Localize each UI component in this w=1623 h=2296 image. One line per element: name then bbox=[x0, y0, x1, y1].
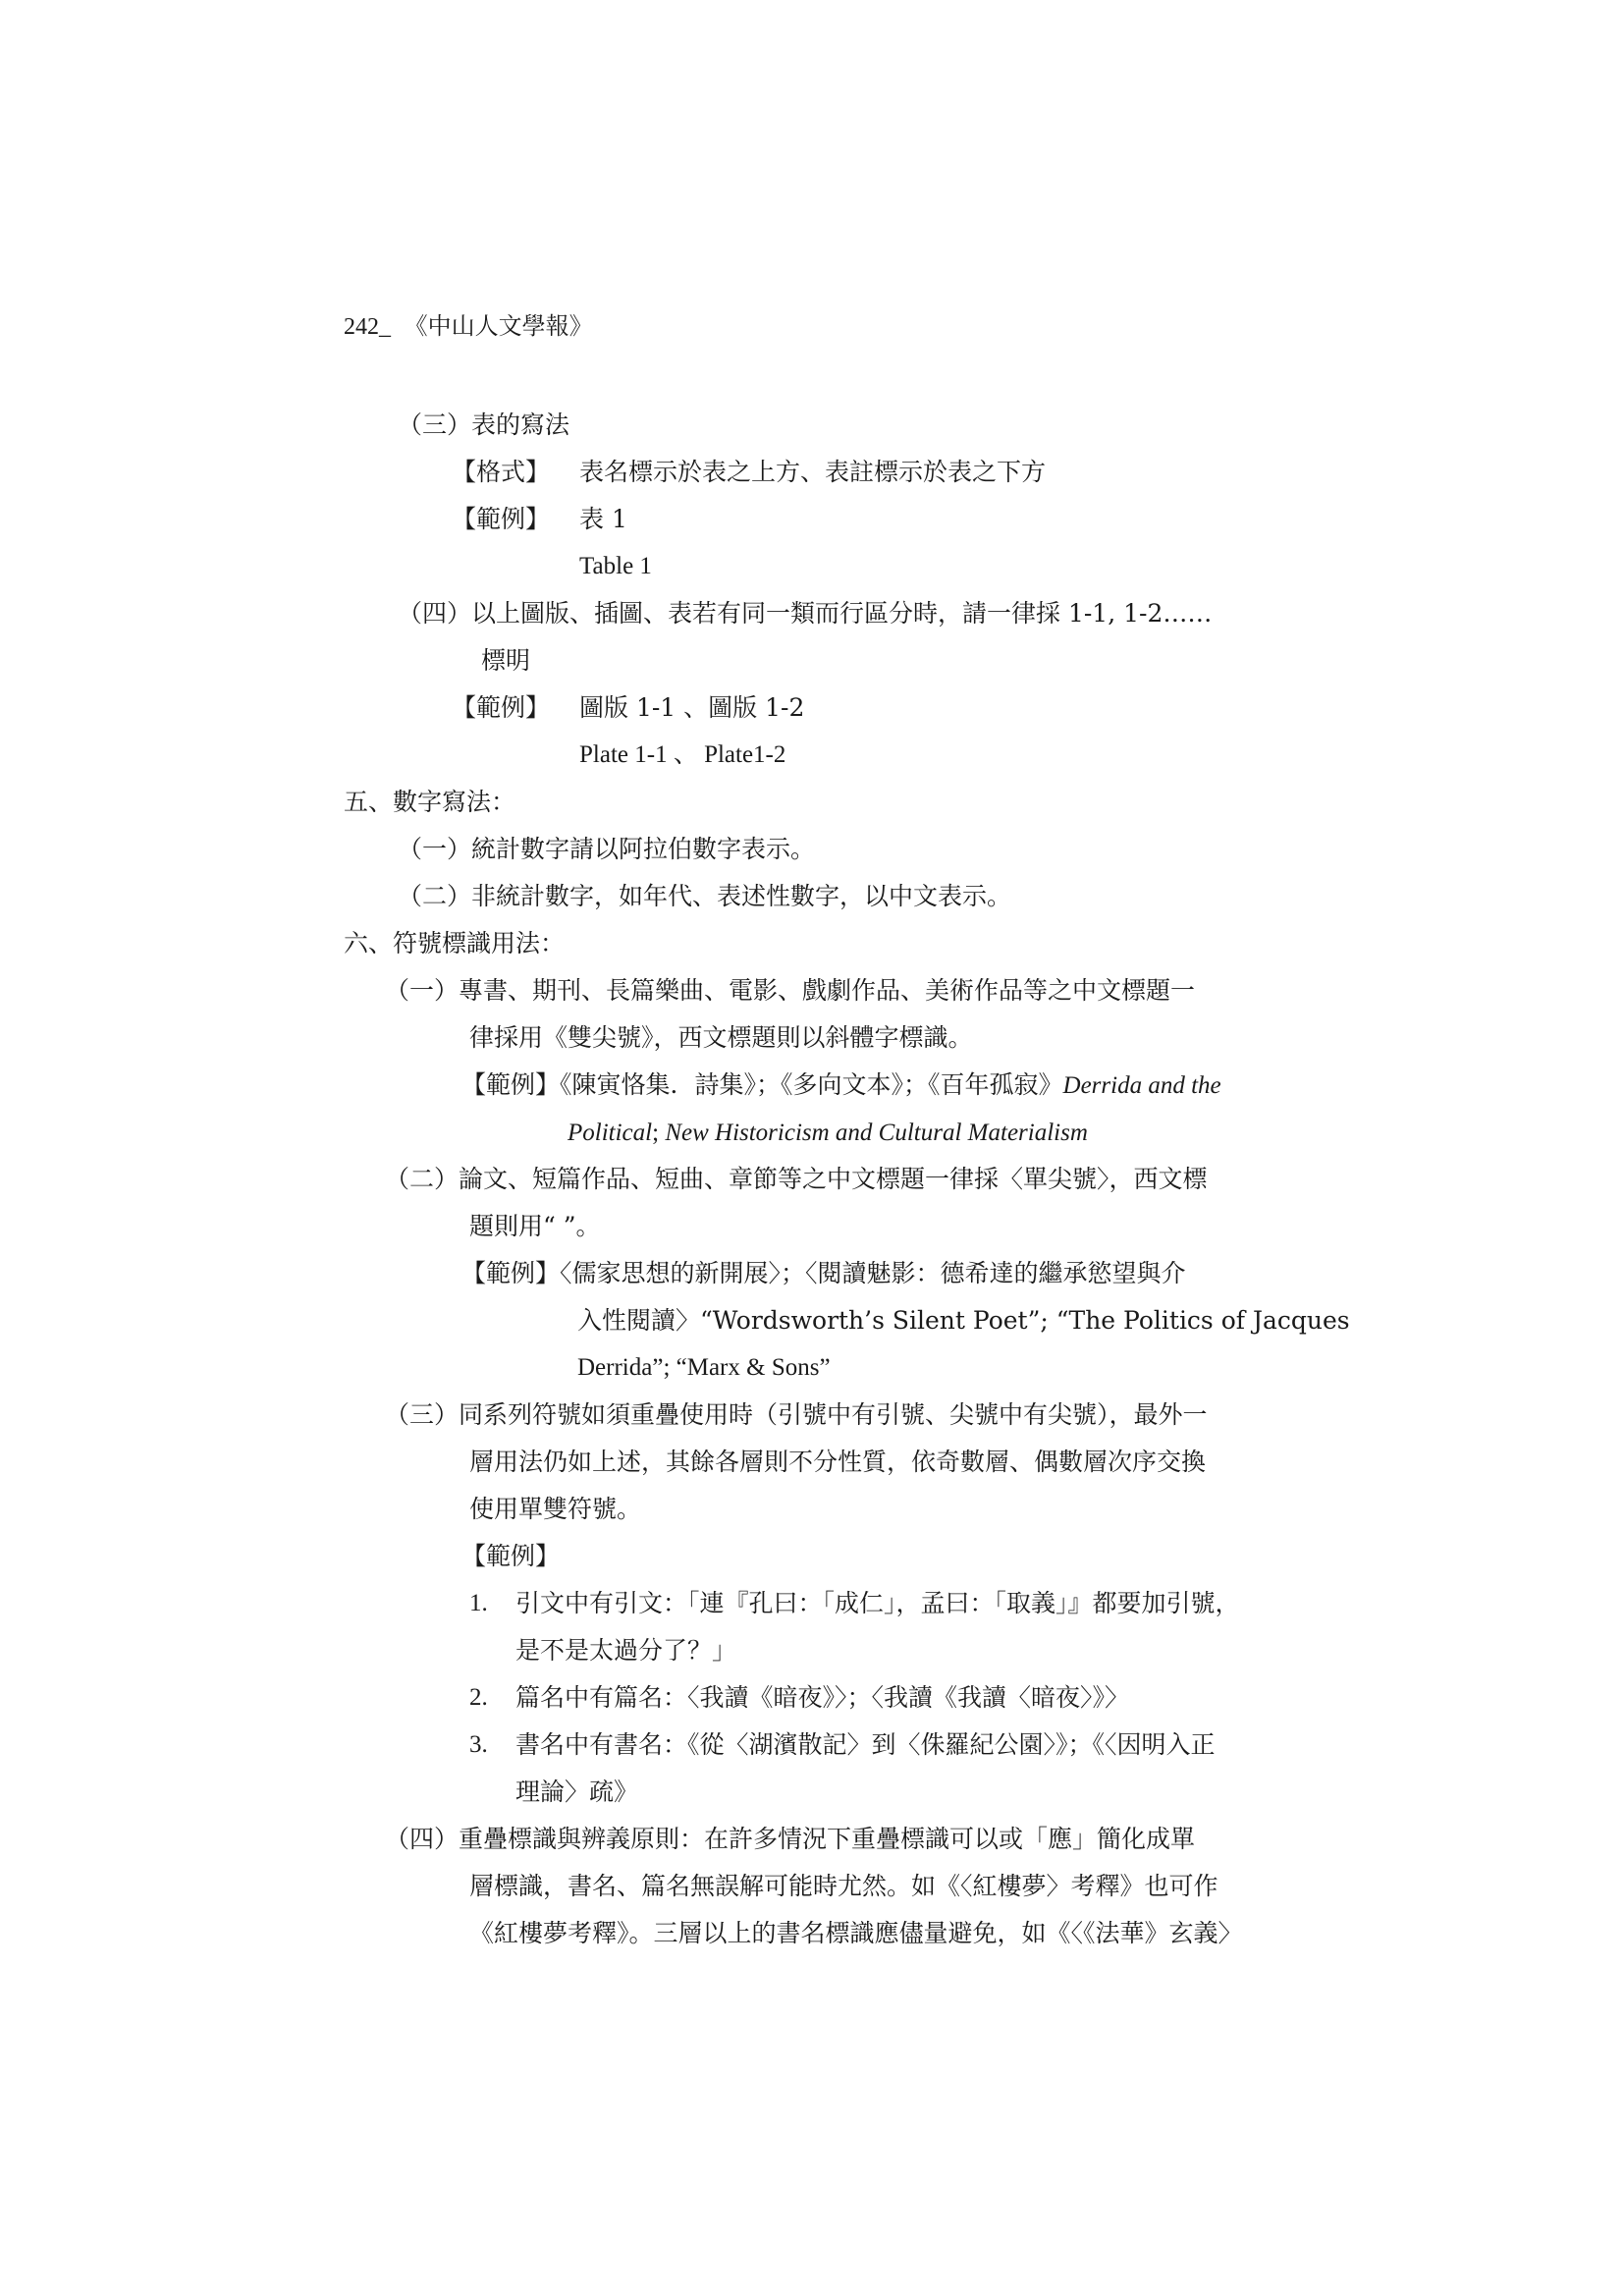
list-item: 書名中有書名：《從〈湖濱散記〉到〈侏羅紀公園〉》；《〈因明入正 bbox=[515, 1730, 1216, 1759]
example-italic-title: New Historicism and Cultural Materialism bbox=[665, 1120, 1088, 1146]
section-3-heading: （三）表的寫法 bbox=[398, 410, 570, 439]
list-item-number: 2. bbox=[469, 1684, 488, 1711]
six-item-1-example bbox=[461, 1070, 1221, 1101]
example-label: 【範例】 bbox=[452, 505, 551, 533]
list-item: 篇名中有篇名：〈我讀《暗夜》〉；〈我讀《我讀〈暗夜〉》〉 bbox=[515, 1683, 1130, 1712]
format-text: 表名標示於表之上方、表註標示於表之下方 bbox=[579, 458, 1047, 486]
page-number: 242_ bbox=[344, 314, 391, 340]
list-item: 引文中有引文：「連『孔曰：「成仁」，孟曰：「取義」』都要加引號， bbox=[515, 1589, 1240, 1617]
six-item-1-example-cont bbox=[568, 1118, 1088, 1148]
list-item-cont: 是不是太過分了？」 bbox=[515, 1636, 737, 1665]
section-4-heading: （四）以上圖版、插圖、表若有同一類而行區分時，請一律採 1-1, 1-2…… bbox=[398, 599, 1213, 628]
table-example-zh: 表 1 bbox=[579, 505, 627, 533]
list-item-number: 1. bbox=[469, 1590, 488, 1616]
section-six-heading: 六、符號標識用法： bbox=[344, 929, 566, 957]
example-cjk-titles: 《陳寅恪集．詩集》；《多向文本》；《百年孤寂》 bbox=[560, 1070, 1063, 1099]
list-item-cont: 理論〉疏》 bbox=[515, 1777, 639, 1806]
example-italic-title: Derrida and the bbox=[1062, 1072, 1221, 1099]
section-4-heading-cont: 標明 bbox=[481, 646, 531, 675]
six-item-3-line1: （三）同系列符號如須重疊使用時（引號中有引號、尖號中有尖號），最外一 bbox=[385, 1400, 1208, 1429]
plate-example-en: Plate 1-1 、 Plate1-2 bbox=[579, 741, 786, 768]
five-item-2: （二）非統計數字，如年代、表述性數字，以中文表示。 bbox=[398, 882, 1012, 910]
table-example-en: Table 1 bbox=[579, 553, 652, 579]
format-label: 【格式】 bbox=[452, 458, 551, 486]
example-text: 〈儒家思想的新開展〉；〈閱讀魅影：德希達的繼承慾望與介 bbox=[560, 1259, 1186, 1287]
list-item-number: 3. bbox=[469, 1731, 488, 1758]
example-label: 【範例】 bbox=[461, 1542, 561, 1570]
six-item-2-example bbox=[461, 1259, 1186, 1288]
example-separator: ; bbox=[652, 1120, 666, 1146]
six-item-3-line2: 層用法仍如上述，其餘各層則不分性質，依奇數層、偶數層次序交換 bbox=[469, 1448, 1207, 1476]
five-item-1: （一）統計數字請以阿拉伯數字表示。 bbox=[398, 835, 816, 863]
example-italic-title: Political bbox=[568, 1120, 653, 1146]
example-label: 【範例】 bbox=[461, 1070, 561, 1099]
six-item-4-line3: 《紅樓夢考釋》。三層以上的書名標識應儘量避免，如《〈《法華》玄義〉 bbox=[469, 1919, 1243, 1947]
six-item-2-line2: 題則用“ ”。 bbox=[469, 1212, 601, 1240]
six-item-4-line2: 層標識，書名、篇名無誤解可能時尤然。如《〈紅樓夢〉考釋》也可作 bbox=[469, 1872, 1218, 1900]
plate-example-zh: 圖版 1-1 、圖版 1-2 bbox=[579, 693, 805, 722]
example-label: 【範例】 bbox=[452, 693, 551, 722]
journal-title: 《中山人文學報》 bbox=[404, 312, 593, 340]
six-item-1-line2: 律採用《雙尖號》，西文標題則以斜體字標識。 bbox=[469, 1023, 973, 1052]
six-item-2-example-cont: 入性閱讀〉“Wordsworth’s Silent Poet”; “The Politics of Jacques bbox=[577, 1306, 1350, 1335]
six-item-4-line1: （四）重疊標識與辨義原則：在許多情況下重疊標識可以或「應」簡化成單 bbox=[385, 1825, 1196, 1853]
six-item-3-line3: 使用單雙符號。 bbox=[469, 1495, 642, 1523]
section-five-heading: 五、數字寫法： bbox=[344, 788, 516, 816]
six-item-2-example-cont2: Derrida”; “Marx & Sons” bbox=[577, 1354, 831, 1381]
six-item-1-line1: （一）專書、期刊、長篇樂曲、電影、戲劇作品、美術作品等之中文標題一 bbox=[385, 976, 1196, 1005]
example-label: 【範例】 bbox=[461, 1259, 561, 1287]
six-item-2-line1: （二）論文、短篇作品、短曲、章節等之中文標題一律採〈單尖號〉，西文標 bbox=[385, 1165, 1208, 1193]
running-header bbox=[344, 311, 593, 342]
